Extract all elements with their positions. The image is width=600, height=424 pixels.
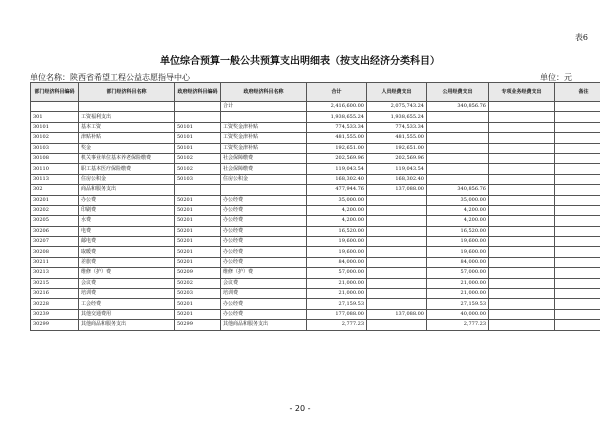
header-dept-name: 部门经济科目名称 xyxy=(79,83,175,102)
public-cell: 2,777.23 xyxy=(427,320,489,330)
gov-name-cell: 办公经费 xyxy=(221,226,307,236)
dept-name-cell: 工资福利支出 xyxy=(79,112,175,122)
special-cell xyxy=(489,185,555,195)
remark-cell xyxy=(555,122,600,132)
special-cell xyxy=(489,268,555,278)
personnel-cell xyxy=(367,278,427,288)
page-number: - 20 - xyxy=(289,404,311,413)
personnel-cell: 481,555.00 xyxy=(367,133,427,143)
gov-code-cell xyxy=(175,185,221,195)
public-cell: 19,600.00 xyxy=(427,237,489,247)
remark-cell xyxy=(555,143,600,153)
public-cell xyxy=(427,112,489,122)
dept-name-cell: 会议费 xyxy=(79,278,175,288)
budget-table xyxy=(30,82,600,331)
remark-cell xyxy=(555,133,600,143)
total-cell: 27,159.53 xyxy=(307,299,367,309)
special-cell xyxy=(489,247,555,257)
gov-name-cell: 社会保障缴费 xyxy=(221,153,307,163)
public-cell: 84,000.00 xyxy=(427,257,489,267)
personnel-cell: 192,651.00 xyxy=(367,143,427,153)
gov-name-cell: 办公经费 xyxy=(221,299,307,309)
special-cell xyxy=(489,164,555,174)
dept-name-cell: 邮电费 xyxy=(79,237,175,247)
table-row xyxy=(31,174,600,184)
public-cell xyxy=(427,174,489,184)
table-row xyxy=(31,289,600,299)
header-personnel: 人员经费支出 xyxy=(367,83,427,102)
header-gov-code: 政府经济科目编码 xyxy=(175,83,221,102)
gov-name-cell: 办公经费 xyxy=(221,237,307,247)
personnel-cell: 1,938,655.24 xyxy=(367,112,427,122)
remark-cell xyxy=(555,257,600,267)
dept-name-cell: 津贴补贴 xyxy=(79,133,175,143)
header-dept-code: 部门经济科目编码 xyxy=(31,83,79,102)
total-cell: 19,600.00 xyxy=(307,237,367,247)
public-cell: 21,000.00 xyxy=(427,289,489,299)
gov-name-cell: 办公经费 xyxy=(221,247,307,257)
personnel-cell xyxy=(367,195,427,205)
gov-code-cell: 50201 xyxy=(175,299,221,309)
gov-name-cell: 工资奖金津补贴 xyxy=(221,122,307,132)
total-cell: 168,302.40 xyxy=(307,174,367,184)
special-cell xyxy=(489,102,555,112)
gov-name-cell xyxy=(221,112,307,122)
dept-code-cell: 30215 xyxy=(31,278,79,288)
remark-cell xyxy=(555,226,600,236)
total-cell: 177,088.00 xyxy=(307,309,367,319)
table-row xyxy=(31,226,600,236)
remark-cell xyxy=(555,268,600,278)
table-row xyxy=(31,164,600,174)
gov-code-cell: 50101 xyxy=(175,133,221,143)
gov-name-cell: 办公经费 xyxy=(221,257,307,267)
public-cell: 21,000.00 xyxy=(427,278,489,288)
dept-code-cell: 30202 xyxy=(31,205,79,215)
remark-cell xyxy=(555,112,600,122)
table-row xyxy=(31,257,600,267)
table-row xyxy=(31,143,600,153)
gov-code-cell: 50201 xyxy=(175,237,221,247)
special-cell xyxy=(489,299,555,309)
dept-name-cell: 维修（护）费 xyxy=(79,268,175,278)
dept-name-cell: 商品和服务支出 xyxy=(79,185,175,195)
table-row xyxy=(31,205,600,215)
dept-code-cell: 30239 xyxy=(31,309,79,319)
currency-unit: 单位：元 xyxy=(540,73,572,82)
gov-code-cell: 50101 xyxy=(175,143,221,153)
remark-cell xyxy=(555,278,600,288)
special-cell xyxy=(489,320,555,330)
personnel-cell xyxy=(367,257,427,267)
special-cell xyxy=(489,133,555,143)
public-cell: 27,159.53 xyxy=(427,299,489,309)
gov-name-cell: 会议费 xyxy=(221,278,307,288)
gov-name-cell: 工资奖金津补贴 xyxy=(221,143,307,153)
header-gov-name: 政府经济科目名称 xyxy=(221,83,307,102)
dept-code-cell: 30299 xyxy=(31,320,79,330)
dept-code-cell: 302 xyxy=(31,185,79,195)
dept-name-cell: 奖金 xyxy=(79,143,175,153)
gov-code-cell: 50201 xyxy=(175,257,221,267)
dept-code-cell: 30211 xyxy=(31,257,79,267)
header-public: 公用经费支出 xyxy=(427,83,489,102)
gov-name-cell: 社会保障缴费 xyxy=(221,164,307,174)
public-cell: 340,856.76 xyxy=(427,102,489,112)
dept-name-cell: 电费 xyxy=(79,226,175,236)
remark-cell xyxy=(555,205,600,215)
public-cell: 35,000.00 xyxy=(427,195,489,205)
remark-cell xyxy=(555,247,600,257)
remark-cell xyxy=(555,289,600,299)
dept-code-cell xyxy=(31,102,79,112)
total-cell: 19,600.00 xyxy=(307,247,367,257)
total-cell: 4,200.00 xyxy=(307,216,367,226)
personnel-cell xyxy=(367,237,427,247)
table-row xyxy=(31,195,600,205)
gov-code-cell: 50201 xyxy=(175,216,221,226)
dept-code-cell: 30206 xyxy=(31,226,79,236)
table-tag: 表6 xyxy=(574,33,588,42)
total-cell: 21,000.00 xyxy=(307,278,367,288)
remark-cell xyxy=(555,164,600,174)
remark-cell xyxy=(555,299,600,309)
remark-cell xyxy=(555,320,600,330)
personnel-cell xyxy=(367,247,427,257)
public-cell xyxy=(427,164,489,174)
special-cell xyxy=(489,143,555,153)
table-header-row xyxy=(31,83,600,102)
total-cell: 774,533.34 xyxy=(307,122,367,132)
dept-code-cell: 30205 xyxy=(31,216,79,226)
header-total: 合计 xyxy=(307,83,367,102)
dept-code-cell: 30113 xyxy=(31,174,79,184)
remark-cell xyxy=(555,195,600,205)
personnel-cell xyxy=(367,216,427,226)
dept-name-cell: 印刷费 xyxy=(79,205,175,215)
remark-cell xyxy=(555,102,600,112)
total-cell: 119,043.54 xyxy=(307,164,367,174)
table-row xyxy=(31,122,600,132)
total-cell: 2,416,600.00 xyxy=(307,102,367,112)
personnel-cell: 119,043.54 xyxy=(367,164,427,174)
total-cell: 477,944.76 xyxy=(307,185,367,195)
gov-code-cell: 50201 xyxy=(175,247,221,257)
special-cell xyxy=(489,278,555,288)
gov-name-cell: 住房公积金 xyxy=(221,174,307,184)
table-row xyxy=(31,112,600,122)
gov-code-cell: 50201 xyxy=(175,195,221,205)
dept-name-cell: 水费 xyxy=(79,216,175,226)
table-row xyxy=(31,268,600,278)
public-cell xyxy=(427,133,489,143)
public-cell xyxy=(427,143,489,153)
gov-code-cell xyxy=(175,112,221,122)
special-cell xyxy=(489,237,555,247)
total-cell: 2,777.23 xyxy=(307,320,367,330)
dept-code-cell: 30101 xyxy=(31,122,79,132)
gov-name-cell: 办公经费 xyxy=(221,205,307,215)
personnel-cell xyxy=(367,226,427,236)
total-cell: 84,000.00 xyxy=(307,257,367,267)
gov-code-cell: 50201 xyxy=(175,309,221,319)
personnel-cell xyxy=(367,289,427,299)
page-title: 单位综合预算一般公共预算支出明细表（按支出经济分类科目） xyxy=(160,56,440,67)
dept-code-cell: 30201 xyxy=(31,195,79,205)
remark-cell xyxy=(555,237,600,247)
public-cell xyxy=(427,122,489,132)
total-cell: 1,938,655.24 xyxy=(307,112,367,122)
table-row xyxy=(31,216,600,226)
personnel-cell: 774,533.34 xyxy=(367,122,427,132)
table-row xyxy=(31,102,600,112)
special-cell xyxy=(489,195,555,205)
table-row xyxy=(31,299,600,309)
total-cell: 16,520.00 xyxy=(307,226,367,236)
gov-name-cell xyxy=(221,185,307,195)
remark-cell xyxy=(555,309,600,319)
personnel-cell: 202,569.96 xyxy=(367,153,427,163)
personnel-cell: 168,302.40 xyxy=(367,174,427,184)
dept-name-cell: 其他商品和服务支出 xyxy=(79,320,175,330)
dept-name-cell: 基本工资 xyxy=(79,122,175,132)
dept-name-cell: 机关事业单位基本养老保险缴费 xyxy=(79,153,175,163)
remark-cell xyxy=(555,153,600,163)
dept-code-cell: 30228 xyxy=(31,299,79,309)
dept-name-cell: 其他交通费用 xyxy=(79,309,175,319)
personnel-cell xyxy=(367,205,427,215)
header-remark: 备注 xyxy=(555,83,600,102)
table-row xyxy=(31,247,600,257)
gov-name-cell: 办公经费 xyxy=(221,195,307,205)
gov-code-cell: 50201 xyxy=(175,226,221,236)
dept-name-cell: 差旅费 xyxy=(79,257,175,267)
gov-code-cell: 50202 xyxy=(175,278,221,288)
table-row xyxy=(31,237,600,247)
dept-code-cell: 301 xyxy=(31,112,79,122)
remark-cell xyxy=(555,216,600,226)
dept-code-cell: 30207 xyxy=(31,237,79,247)
table-row xyxy=(31,153,600,163)
table-row xyxy=(31,278,600,288)
table-row xyxy=(31,133,600,143)
special-cell xyxy=(489,226,555,236)
public-cell: 16,520.00 xyxy=(427,226,489,236)
personnel-cell xyxy=(367,299,427,309)
dept-name-cell: 职工基本医疗保险缴费 xyxy=(79,164,175,174)
gov-code-cell: 50102 xyxy=(175,153,221,163)
gov-name-cell: 维修（护）费 xyxy=(221,268,307,278)
public-cell: 4,200.00 xyxy=(427,216,489,226)
total-cell: 202,569.96 xyxy=(307,153,367,163)
table-row xyxy=(31,320,600,330)
gov-code-cell: 50209 xyxy=(175,268,221,278)
remark-cell xyxy=(555,185,600,195)
remark-cell xyxy=(555,174,600,184)
special-cell xyxy=(489,257,555,267)
table-row xyxy=(31,185,600,195)
unit-name: 单位名称：陕西省希望工程公益志愿指导中心 xyxy=(30,73,190,82)
gov-code-cell xyxy=(175,102,221,112)
total-cell: 4,200.00 xyxy=(307,205,367,215)
personnel-cell: 2,075,743.24 xyxy=(367,102,427,112)
dept-name-cell xyxy=(79,102,175,112)
special-cell xyxy=(489,289,555,299)
gov-code-cell: 50299 xyxy=(175,320,221,330)
total-cell: 481,555.00 xyxy=(307,133,367,143)
dept-code-cell: 30213 xyxy=(31,268,79,278)
public-cell: 57,000.00 xyxy=(427,268,489,278)
special-cell xyxy=(489,205,555,215)
gov-name-cell: 工资奖金津补贴 xyxy=(221,133,307,143)
dept-name-cell: 取暖费 xyxy=(79,247,175,257)
dept-code-cell: 30216 xyxy=(31,289,79,299)
personnel-cell xyxy=(367,320,427,330)
total-cell: 192,651.00 xyxy=(307,143,367,153)
dept-name-cell: 住房公积金 xyxy=(79,174,175,184)
special-cell xyxy=(489,112,555,122)
gov-code-cell: 50203 xyxy=(175,289,221,299)
public-cell: 4,200.00 xyxy=(427,205,489,215)
personnel-cell: 137,088.00 xyxy=(367,309,427,319)
dept-name-cell: 培训费 xyxy=(79,289,175,299)
gov-name-cell: 合计 xyxy=(221,102,307,112)
dept-name-cell: 办公费 xyxy=(79,195,175,205)
dept-code-cell: 30110 xyxy=(31,164,79,174)
dept-code-cell: 30108 xyxy=(31,153,79,163)
special-cell xyxy=(489,309,555,319)
dept-code-cell: 30208 xyxy=(31,247,79,257)
gov-name-cell: 培训费 xyxy=(221,289,307,299)
personnel-cell: 137,088.00 xyxy=(367,185,427,195)
public-cell: 340,856.76 xyxy=(427,185,489,195)
gov-name-cell: 办公经费 xyxy=(221,216,307,226)
public-cell: 19,600.00 xyxy=(427,247,489,257)
gov-code-cell: 50102 xyxy=(175,164,221,174)
special-cell xyxy=(489,153,555,163)
gov-name-cell: 办公经费 xyxy=(221,309,307,319)
header-special: 专项业务经费支出 xyxy=(489,83,555,102)
gov-code-cell: 50101 xyxy=(175,122,221,132)
table-row xyxy=(31,309,600,319)
gov-code-cell: 50103 xyxy=(175,174,221,184)
total-cell: 35,000.00 xyxy=(307,195,367,205)
special-cell xyxy=(489,174,555,184)
dept-code-cell: 30102 xyxy=(31,133,79,143)
public-cell: 40,000.00 xyxy=(427,309,489,319)
gov-name-cell: 其他商品和服务支出 xyxy=(221,320,307,330)
total-cell: 21,000.00 xyxy=(307,289,367,299)
dept-name-cell: 工会经费 xyxy=(79,299,175,309)
special-cell xyxy=(489,216,555,226)
special-cell xyxy=(489,122,555,132)
public-cell xyxy=(427,153,489,163)
gov-code-cell: 50201 xyxy=(175,205,221,215)
total-cell: 57,000.00 xyxy=(307,268,367,278)
dept-code-cell: 30103 xyxy=(31,143,79,153)
personnel-cell xyxy=(367,268,427,278)
